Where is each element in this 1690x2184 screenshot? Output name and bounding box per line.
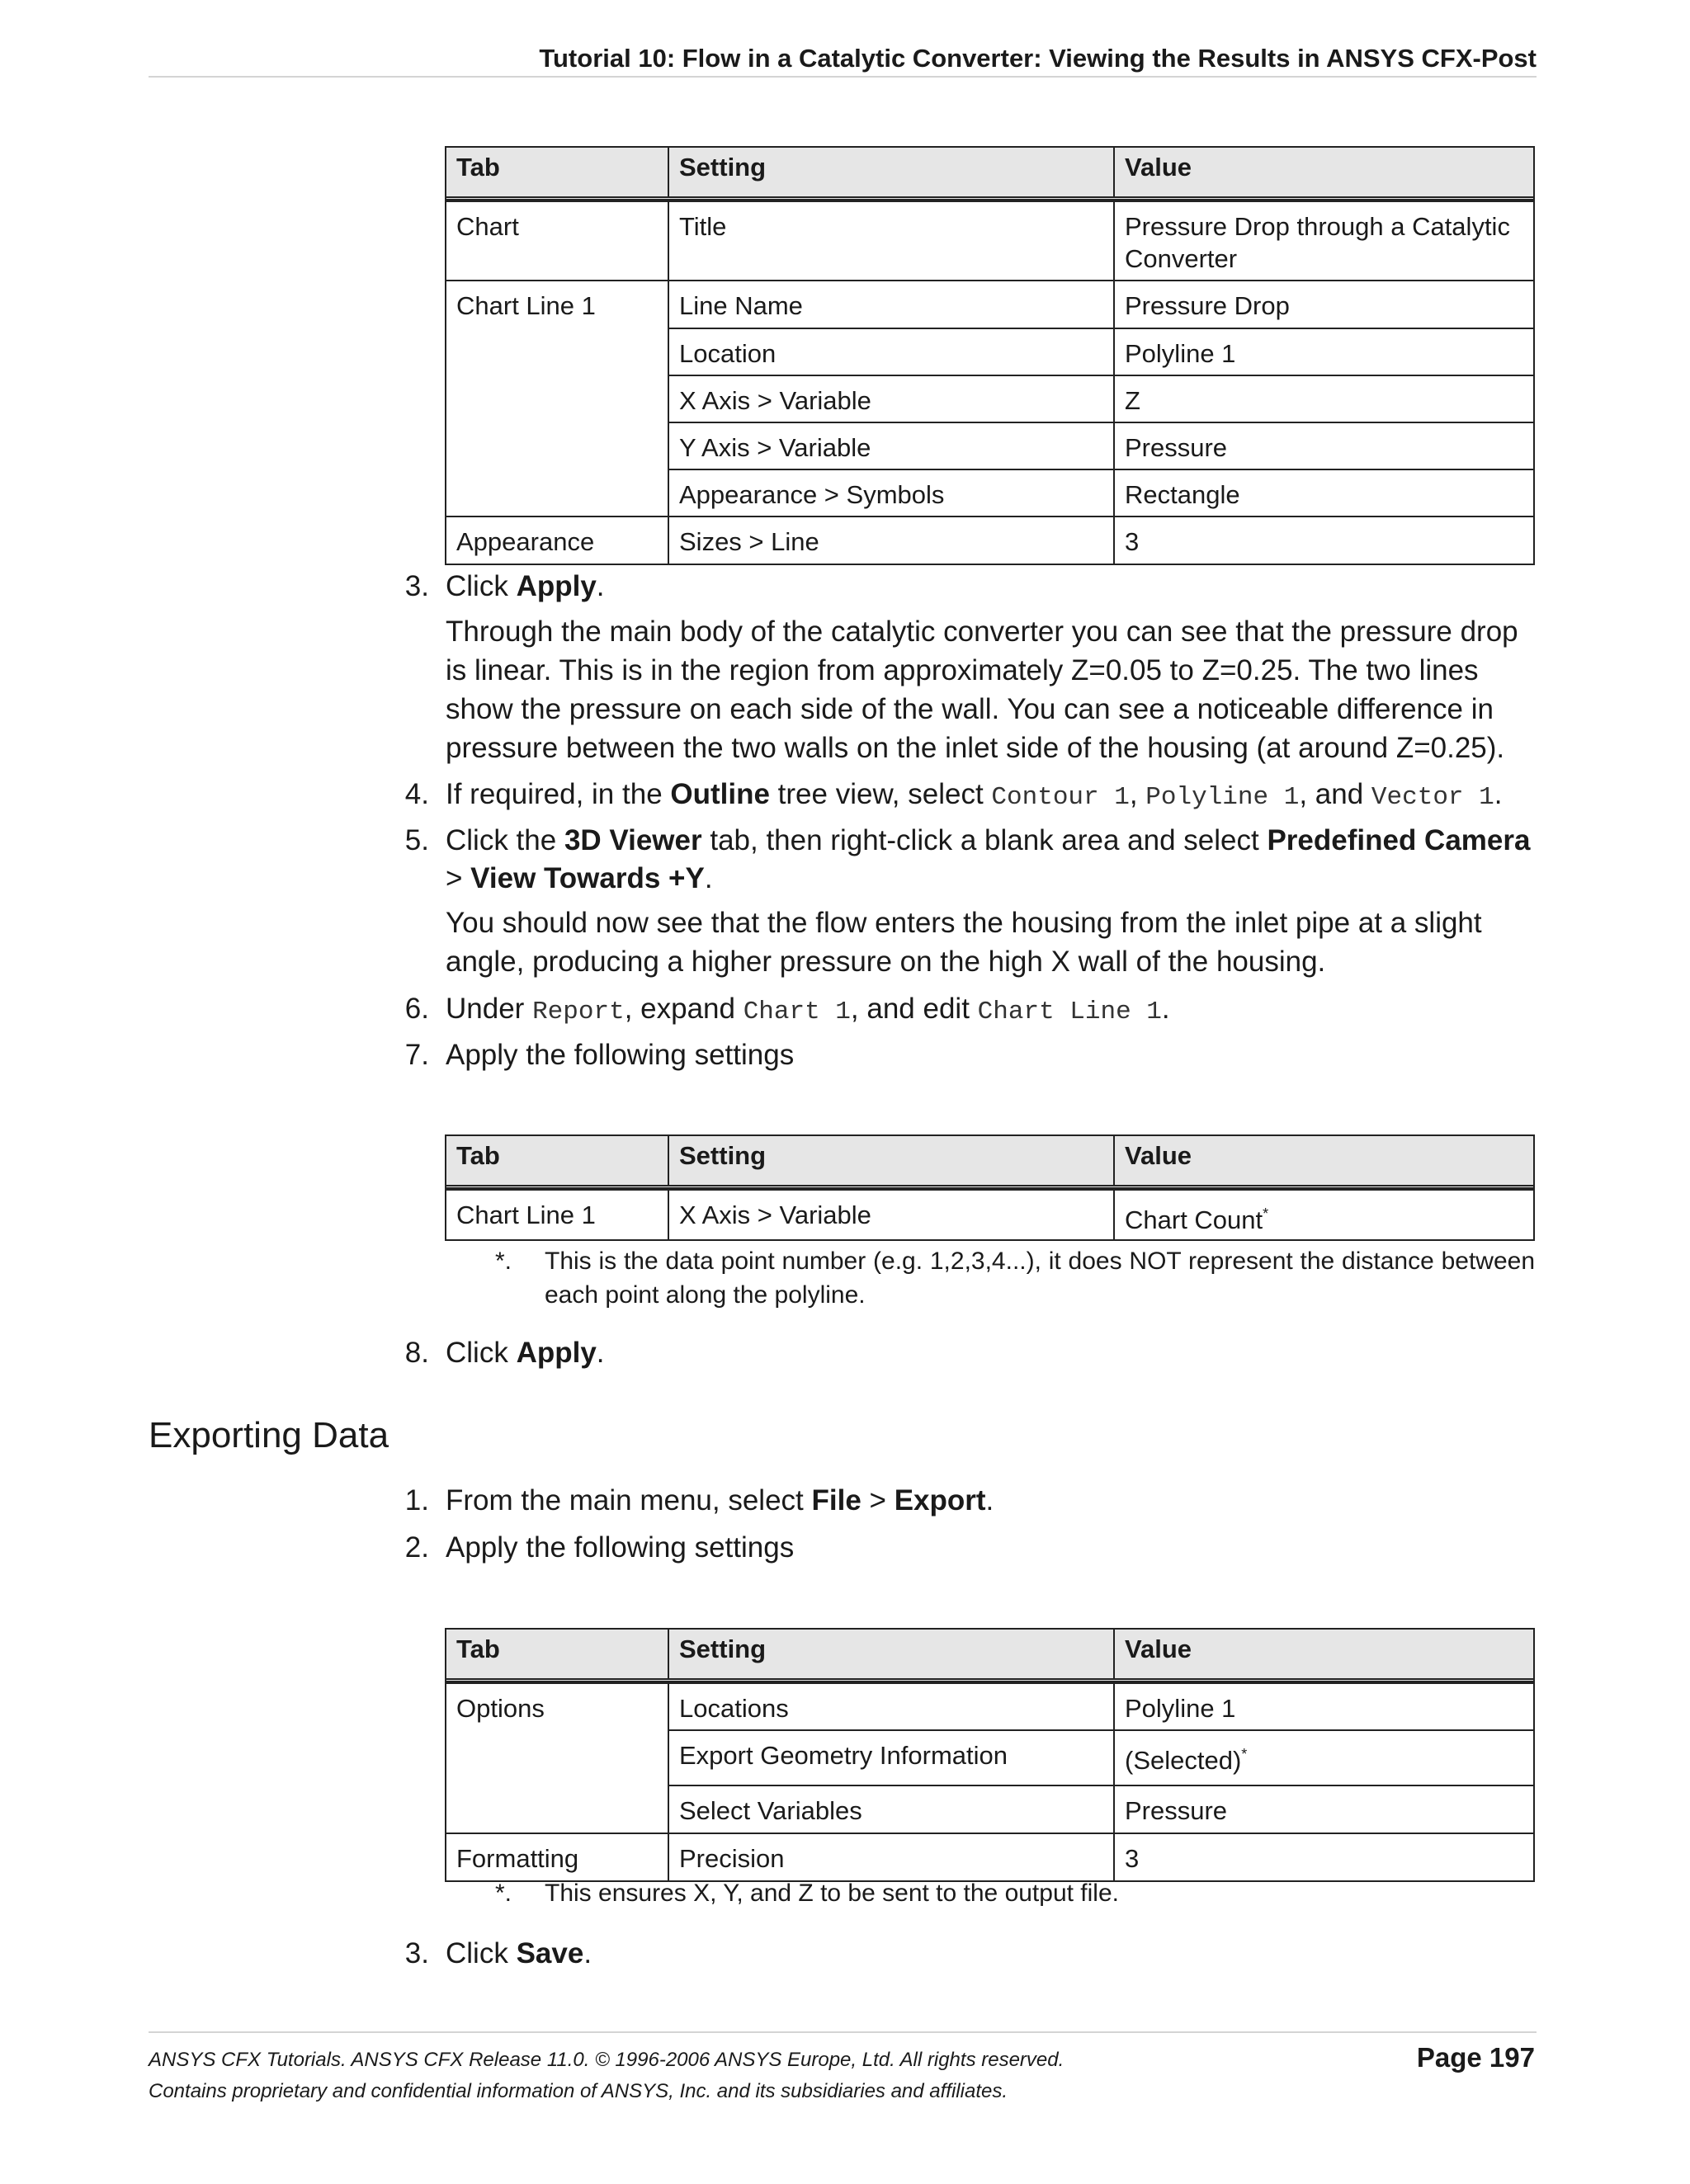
text: From the main menu, select: [446, 1484, 812, 1517]
cell-setting: X Axis > Variable: [669, 376, 1115, 422]
cell-value: Pressure: [1125, 1796, 1228, 1825]
cell-value: [1115, 1191, 1533, 1239]
footer-copyright: [149, 2045, 1304, 2107]
cell-setting: Location: [669, 329, 1115, 375]
cell-tab: Chart: [446, 202, 669, 280]
text: >: [861, 1484, 895, 1517]
cell-setting: Locations: [669, 1684, 1115, 1729]
text: .: [704, 862, 713, 894]
page-number: Page 197: [1416, 2042, 1535, 2073]
step-number: 3.: [404, 570, 429, 602]
cell-tab: Appearance: [446, 517, 669, 564]
cell-setting: Y Axis > Variable: [669, 423, 1115, 469]
table-header-row: [446, 1630, 1533, 1682]
text: >: [446, 862, 471, 894]
table-row-group: [446, 1682, 1533, 1833]
table-row: [669, 422, 1533, 469]
table-row: [446, 1833, 1533, 1880]
text: Click: [446, 1337, 517, 1369]
table-row: [669, 1729, 1533, 1785]
footnote-marker: *: [1263, 1205, 1269, 1222]
footer-line: ANSYS CFX Tutorials. ANSYS CFX Release 11.0. © 1996-2006 ANSYS Europe, Ltd. All rights reserved.: [149, 2049, 1065, 2071]
cell-value: 3: [1125, 527, 1140, 556]
text: .: [985, 1484, 994, 1517]
table-row: [669, 375, 1533, 422]
cell-setting: Precision: [669, 1834, 1115, 1880]
step-text: [446, 1482, 1535, 1520]
step-3-explanation: Through the main body of the catalytic converter you can see that the pressure drop is linear. This is in the region from approximately Z=0.05 to Z=0.25. The two lines show the pressure on each side of the wall. You can see a noticeable difference in pressure between the two walls on the inlet side of the housing (at around Z=0.25).: [446, 616, 1518, 764]
step-number: 8.: [404, 1337, 429, 1369]
column-header-value: Value: [1125, 153, 1192, 182]
text: , and edit: [850, 993, 978, 1025]
text: , and: [1299, 778, 1371, 810]
table-row: [669, 281, 1533, 328]
table-header-row: [446, 148, 1533, 200]
code-term: Chart 1: [743, 998, 851, 1026]
step-text: Apply the following settings: [446, 1039, 795, 1071]
footnote-mark: *.: [495, 1880, 512, 1907]
footer-divider: [149, 2031, 1537, 2033]
cell-value: 3: [1125, 1844, 1140, 1873]
text: tab, then right-click a blank area and select: [701, 824, 1268, 856]
step-text: [446, 568, 1535, 606]
text: .: [596, 1337, 605, 1369]
code-term: Report: [532, 998, 625, 1026]
text: ,: [1129, 778, 1146, 810]
cell-value: Pressure: [1125, 433, 1228, 462]
table-row: [669, 1684, 1533, 1729]
step-number: 1.: [404, 1484, 429, 1517]
text: Click the: [446, 824, 564, 856]
column-header-tab: Tab: [446, 1136, 669, 1185]
text: , expand: [624, 993, 744, 1025]
ui-term: Apply: [516, 1337, 597, 1369]
cell-tab: Options: [446, 1684, 669, 1833]
cell-setting: Title: [669, 202, 1115, 280]
cell-value: [1115, 1731, 1533, 1785]
table-row: [446, 516, 1533, 564]
column-header-setting: Setting: [669, 1630, 1115, 1678]
text: If required, in the: [446, 778, 671, 810]
value-text: Chart Count: [1125, 1205, 1263, 1234]
step-text: [446, 822, 1535, 898]
table-row: [669, 1785, 1533, 1833]
footnote-marker: *: [1241, 1746, 1248, 1762]
cell-tab: Formatting: [446, 1834, 669, 1880]
code-term: Vector 1: [1371, 783, 1494, 812]
cell-tab: Chart Line 1: [446, 1191, 669, 1239]
ui-term: Apply: [516, 570, 597, 602]
column-header-value: Value: [1125, 1634, 1192, 1663]
footnote-text: This is the data point number (e.g. 1,2,3,4...), it does NOT represent the distance between each point along the polyline.: [545, 1248, 1535, 1309]
chart-settings-table: [445, 146, 1535, 565]
step-number: 5.: [404, 824, 429, 856]
cell-setting: Line Name: [669, 281, 1115, 328]
ui-term: File: [811, 1484, 862, 1517]
text: .: [1494, 778, 1503, 810]
table-row: [669, 328, 1533, 375]
step-text: [446, 1334, 1535, 1372]
step-text: [446, 990, 1535, 1031]
cell-setting: X Axis > Variable: [669, 1191, 1115, 1239]
value-text: (Selected): [1125, 1746, 1242, 1775]
cell-value: Pressure Drop: [1125, 291, 1290, 320]
footnote-mark: *.: [495, 1248, 512, 1275]
cell-value: Z: [1125, 386, 1140, 415]
cell-setting: Export Geometry Information: [669, 1731, 1115, 1785]
subrows: [669, 1684, 1533, 1833]
ui-term: Outline: [670, 778, 770, 810]
text: Under: [446, 993, 533, 1025]
page-header: Tutorial 10: Flow in a Catalytic Converter: Viewing the Results in ANSYS CFX-Post: [149, 41, 1537, 78]
cell-setting: Sizes > Line: [669, 517, 1115, 564]
table-row-group: [446, 280, 1533, 516]
text: .: [583, 1937, 592, 1969]
text: Click: [446, 570, 517, 602]
export-settings-table: [445, 1628, 1535, 1882]
ui-term: 3D Viewer: [564, 824, 702, 856]
code-term: Chart Line 1: [977, 998, 1162, 1026]
column-header-tab: Tab: [446, 148, 669, 196]
subrows: [669, 281, 1533, 516]
ui-term: Save: [516, 1937, 584, 1969]
ui-term: View Towards +Y: [470, 862, 705, 894]
footer-line: Contains proprietary and confidential information of ANSYS, Inc. and its subsidiaries and affiliates.: [149, 2080, 1008, 2102]
column-header-tab: Tab: [446, 1630, 669, 1678]
text: .: [596, 570, 605, 602]
code-term: Polyline 1: [1145, 783, 1300, 812]
step-number: 4.: [404, 778, 429, 810]
text: tree view, select: [769, 778, 992, 810]
code-term: Contour 1: [991, 783, 1130, 812]
section-heading: Exporting Data: [149, 1415, 389, 1455]
column-header-setting: Setting: [669, 148, 1115, 196]
step-number: 3.: [404, 1937, 429, 1969]
step-5-explanation: You should now see that the flow enters the housing from the inlet pipe at a slight angle, producing a higher pressure on the high X wall of the housing.: [446, 907, 1482, 978]
column-header-setting: Setting: [669, 1136, 1115, 1185]
cell-value: Pressure Drop through a Catalytic Converter: [1125, 212, 1510, 273]
column-header-value: Value: [1125, 1141, 1192, 1170]
footnote-text: This ensures X, Y, and Z to be sent to the output file.: [545, 1880, 1119, 1907]
cell-value: Polyline 1: [1125, 1694, 1236, 1723]
cell-setting: Appearance > Symbols: [669, 470, 1115, 516]
cell-setting: Select Variables: [669, 1786, 1115, 1833]
table-row: [446, 200, 1533, 280]
ui-term: Export: [894, 1484, 986, 1517]
ui-term: Predefined Camera: [1267, 824, 1531, 856]
step-number: 2.: [404, 1531, 429, 1564]
step-number: 7.: [404, 1039, 429, 1071]
step-text: Apply the following settings: [446, 1531, 795, 1564]
cell-value: Polyline 1: [1125, 339, 1236, 368]
text: Click: [446, 1937, 517, 1969]
cell-value: Rectangle: [1125, 480, 1240, 509]
step-number: 6.: [404, 993, 429, 1025]
cell-tab: Chart Line 1: [446, 281, 669, 516]
table-row: [669, 469, 1533, 516]
step-text: [446, 776, 1535, 817]
table-header-row: [446, 1136, 1533, 1189]
step-text: [446, 1935, 1535, 1973]
text: .: [1161, 993, 1170, 1025]
table-row: [446, 1189, 1533, 1239]
chart-line-settings-table: [445, 1134, 1535, 1241]
